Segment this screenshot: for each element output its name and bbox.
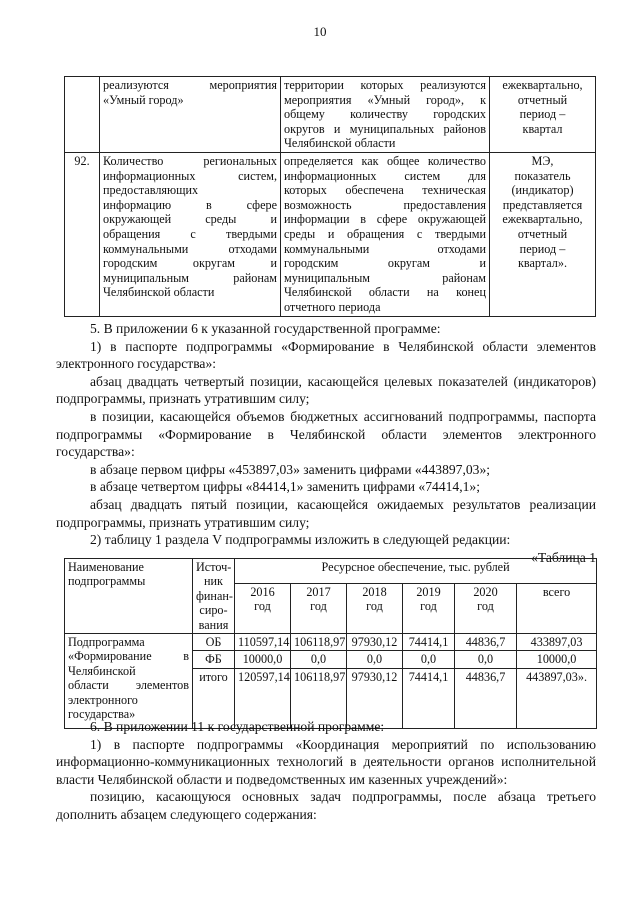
program-name-line: Челябинской <box>68 663 136 678</box>
period-line: квартал». <box>517 256 568 271</box>
paragraph: 2) таблицу 1 раздела V подпрограммы изложить в следующей редакции: <box>90 532 511 548</box>
indicator-line: реализуются мероприятия <box>103 78 277 92</box>
header-resource: Ресурсное обеспечение, тыс. рублей <box>235 559 597 584</box>
period-line: квартал <box>522 121 563 136</box>
year-header-line: год <box>254 599 271 614</box>
period-line: отчетный <box>517 226 568 241</box>
period-line: отчетный <box>517 92 568 107</box>
method-line: Челябинской области <box>284 136 396 151</box>
indicator-line: обращения с твердыми <box>103 226 277 241</box>
program-name-line: государства» <box>68 707 136 722</box>
indicator-cell <box>100 152 281 316</box>
year-header <box>347 584 403 634</box>
program-name <box>65 634 193 729</box>
value-cell: 97930,12 <box>347 668 403 728</box>
indicator-line: Челябинской области <box>103 285 215 300</box>
budget-table <box>64 558 597 729</box>
period-line: период – <box>519 107 566 122</box>
period-line: (индикатор) <box>511 183 574 198</box>
header-source-line: Источ- <box>196 560 232 574</box>
indicator-line: предоставляющих <box>103 183 199 198</box>
method-cell <box>281 77 490 153</box>
value-cell: 0,0 <box>291 651 347 668</box>
year-header-line: 2016 <box>250 585 275 600</box>
value-cell: 443897,03». <box>517 668 597 728</box>
table-label: «Таблица 1 <box>531 549 596 565</box>
period-line: ежеквартально, <box>502 78 583 92</box>
method-line: определяется как общее количество <box>284 153 486 168</box>
header-name-line: подпрограммы <box>68 574 146 589</box>
method-line: отчетного периода <box>284 299 381 314</box>
method-line: городским округам и <box>284 256 486 271</box>
table-row <box>65 152 596 316</box>
paragraph: 1) в паспорте подпрограммы «Формирование в Челябинской области элементов электронного государства»: <box>56 338 596 372</box>
period-line: показатель <box>514 168 571 183</box>
indicator-line: информацию в сфере <box>103 197 277 212</box>
row-number: 92. <box>65 152 100 316</box>
value-cell: 10000,0 <box>517 651 597 668</box>
header-source-line: финан- <box>196 588 233 603</box>
year-header-line: 2017 <box>306 585 331 600</box>
value-cell: 44836,7 <box>455 668 517 728</box>
header-source-line: ник <box>204 574 223 589</box>
program-name-line: области элементов <box>68 678 189 693</box>
method-line: коммунальными отходами <box>284 241 486 256</box>
value-cell: 106118,97 <box>291 668 347 728</box>
value-cell: 44836,7 <box>455 634 517 651</box>
header-source-line: вания <box>198 617 229 632</box>
amendments-section-6 <box>56 718 596 824</box>
header-source <box>193 559 235 634</box>
year-header <box>455 584 517 634</box>
period-line: представляется <box>502 197 583 212</box>
method-cell <box>281 152 490 316</box>
paragraph: в позиции, касающейся объемов бюджетных ассигнований подпрограммы, паспорта подпрограммы «Формирование в Челябинской области элементов электронного государства»: <box>56 408 596 460</box>
year-header <box>291 584 347 634</box>
paragraph: 1) в паспорте подпрограммы «Координация мероприятий по использованию информационно-коммуникационных технологий в деятельности органов исполнительной власти Челябинской области и подведомственных им казенных учреждений»: <box>56 736 596 787</box>
program-name-line: Подпрограмма <box>68 635 145 650</box>
indicator-line: Количество региональных <box>103 153 277 168</box>
period-cell <box>490 152 596 316</box>
year-header <box>235 584 291 634</box>
table-row <box>65 77 596 153</box>
header-name <box>65 559 193 634</box>
year-header-line: год <box>420 599 437 614</box>
indicator-cell <box>100 77 281 153</box>
year-header-line: 2018 <box>362 585 387 600</box>
value-cell: 110597,14 <box>235 634 291 651</box>
value-cell: 74414,1 <box>403 668 455 728</box>
program-name-line: электронного <box>68 692 138 707</box>
value-cell: 120597,14 <box>235 668 291 728</box>
method-line: общему количеству городских <box>284 107 486 122</box>
paragraph: в абзаце первом цифры «453897,03» заменить цифрами «443897,03»; <box>90 461 491 477</box>
indicator-line: городским округам и <box>103 256 277 271</box>
amendments-section-5 <box>56 320 596 566</box>
method-line: возможность предоставления <box>284 197 486 212</box>
period-cell <box>490 77 596 153</box>
value-cell: 0,0 <box>455 651 517 668</box>
year-header <box>517 584 597 634</box>
indicators-table <box>64 76 596 317</box>
year-header-line: 2019 <box>416 585 441 600</box>
year-header-line: год <box>310 599 327 614</box>
value-cell: 97930,12 <box>347 634 403 651</box>
value-cell: 106118,97 <box>291 634 347 651</box>
period-line: период – <box>519 241 566 256</box>
value-cell: 10000,0 <box>235 651 291 668</box>
table-row <box>65 634 597 651</box>
paragraph: в абзаце четвертом цифры «84414,1» заменить цифрами «74414,1»; <box>90 479 480 495</box>
header-source-line: сиро- <box>199 603 228 618</box>
paragraph: абзац двадцать четвертый позиции, касающейся целевых показателей (индикаторов) подпрограммы, признать утратившим силу; <box>56 373 596 407</box>
year-header-line: всего <box>542 585 571 600</box>
page-number: 10 <box>313 24 327 39</box>
method-line: территории которых реализуются <box>284 78 486 92</box>
row-number <box>65 77 100 153</box>
value-cell: 0,0 <box>403 651 455 668</box>
indicator-line: информационных систем, <box>103 168 277 183</box>
indicator-line: коммунальными отходами <box>103 241 277 256</box>
period-line: ежеквартально, <box>502 212 583 227</box>
indicator-line: окружающей среды и <box>103 212 277 227</box>
paragraph: 5. В приложении 6 к указанной государственной программе: <box>90 321 441 336</box>
period-line: МЭ, <box>531 153 554 168</box>
method-line: информационных систем для <box>284 168 486 183</box>
method-line: среды и обращения с твердыми <box>284 226 486 241</box>
source-cell: итого <box>193 668 235 728</box>
program-name-line: «Формирование в <box>68 649 189 664</box>
method-line: Челябинской области на конец <box>284 285 486 300</box>
paragraph: 6. В приложении 11 к государственной программе: <box>90 719 385 734</box>
method-line: муниципальным районам <box>284 270 486 285</box>
value-cell: 0,0 <box>347 651 403 668</box>
year-header <box>403 584 455 634</box>
indicator-line: «Умный город» <box>103 92 184 107</box>
indicator-line: муниципальным районам <box>103 270 277 285</box>
method-line: информации в сфере окружающей <box>284 212 486 227</box>
value-cell: 74414,1 <box>403 634 455 651</box>
year-header-line: 2020 <box>473 585 498 600</box>
method-line: округов и муниципальных районов <box>284 121 486 136</box>
method-line: мероприятия «Умный город», к <box>284 92 486 107</box>
year-header-line: год <box>477 599 494 614</box>
paragraph: позицию, касающуюся основных задач подпрограммы, после абзаца третьего дополнить абзацем следующего содержания: <box>56 789 596 822</box>
source-cell: ОБ <box>193 634 235 651</box>
year-header-line: год <box>366 599 383 614</box>
paragraph: абзац двадцать пятый позиции, касающейся ожидаемых результатов реализации подпрограммы, признать утратившим силу; <box>56 496 596 530</box>
source-cell: ФБ <box>193 651 235 668</box>
value-cell: 433897,03 <box>517 634 597 651</box>
header-name-line: Наименование <box>68 560 144 574</box>
method-line: которых обеспечена техническая <box>284 183 486 198</box>
